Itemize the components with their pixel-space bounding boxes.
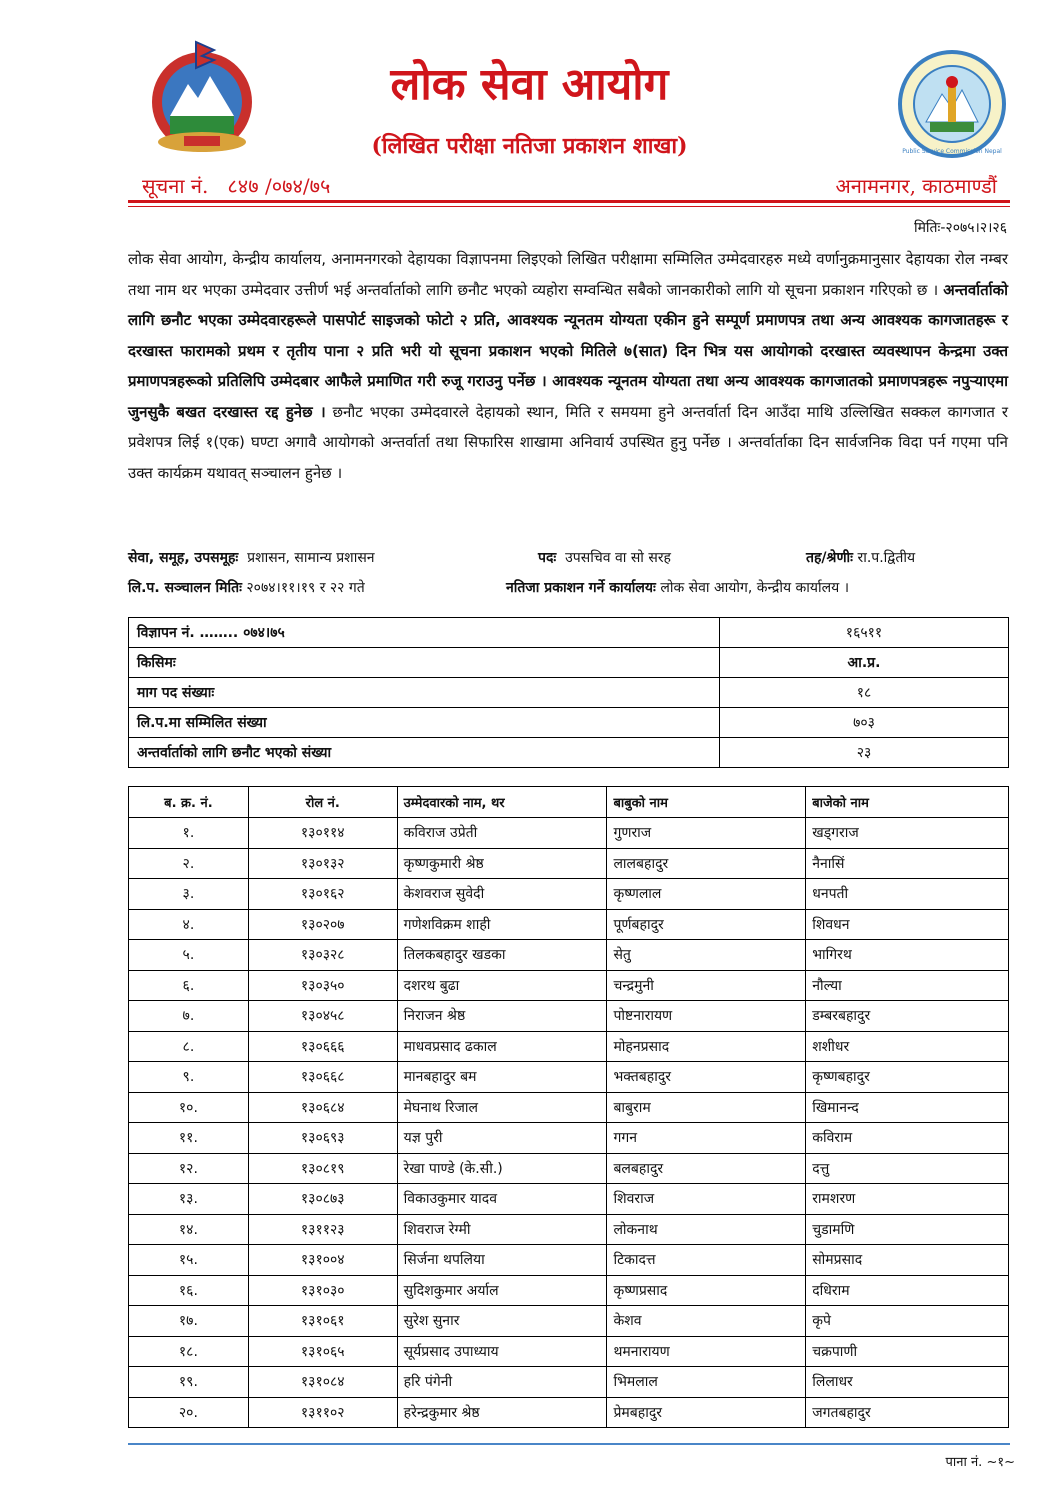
service-label: सेवा, समूह, उपसमूहः — [128, 550, 239, 566]
father-name-cell: भक्तबहादुर — [607, 1062, 806, 1093]
roll-cell: १३०३२८ — [248, 940, 397, 971]
candidate-name-cell: दशरथ बुढा — [397, 970, 607, 1001]
serial-cell: १३. — [129, 1184, 249, 1215]
table-row — [129, 970, 1009, 1001]
summary-label: किसिमः — [129, 648, 720, 678]
candidate-name-cell: सुदिशकुमार अर्याल — [397, 1275, 607, 1306]
level-value: रा.प.द्वितीय — [857, 550, 916, 566]
grandfather-name-cell: चक्रपाणी — [806, 1336, 1009, 1367]
father-name-cell: केशव — [607, 1306, 806, 1337]
candidate-name-cell: सूर्यप्रसाद उपाध्याय — [397, 1336, 607, 1367]
table-row — [129, 879, 1009, 910]
footer-divider — [128, 1443, 1010, 1445]
results-table — [128, 786, 1009, 1428]
psc-logo-text: Public Service Commission Nepal — [902, 148, 1002, 155]
roll-cell: १३१०८४ — [248, 1367, 397, 1398]
grandfather-name-cell: डम्बरबहादुर — [806, 1001, 1009, 1032]
serial-cell: ३. — [129, 879, 249, 910]
header-divider-thin — [128, 206, 1010, 207]
father-name-cell: चन्द्रमुनी — [607, 970, 806, 1001]
candidate-name-cell: यज्ञ पुरी — [397, 1123, 607, 1154]
father-name-cell: लालबहादुर — [607, 848, 806, 879]
roll-cell: १३०१३२ — [248, 848, 397, 879]
serial-cell: १७. — [129, 1306, 249, 1337]
roll-cell: १३१००४ — [248, 1245, 397, 1276]
notice-label: सूचना नं. — [142, 174, 209, 198]
serial-cell: १२. — [129, 1153, 249, 1184]
father-name-cell: कृष्णलाल — [607, 879, 806, 910]
grandfather-name-cell: भागिरथ — [806, 940, 1009, 971]
summary-value: २३ — [720, 738, 1009, 768]
candidate-name-cell: सिर्जना थपलिया — [397, 1245, 607, 1276]
table-row — [129, 848, 1009, 879]
roll-cell: १३११२३ — [248, 1214, 397, 1245]
candidate-name-cell: मेघनाथ रिजाल — [397, 1092, 607, 1123]
father-name-cell: प्रेमबहादुर — [607, 1397, 806, 1428]
table-row — [129, 738, 1009, 768]
serial-cell: १५. — [129, 1245, 249, 1276]
roll-cell: १३०१६२ — [248, 879, 397, 910]
grandfather-name-cell: नैनासिं — [806, 848, 1009, 879]
table-row — [129, 648, 1009, 678]
col-header-grandfather: बाजेको नाम — [806, 787, 1009, 818]
grandfather-name-cell: जगतबहादुर — [806, 1397, 1009, 1428]
col-header-name: उम्मेदवारको नाम, थर — [397, 787, 607, 818]
table-header-row — [129, 787, 1009, 818]
father-name-cell: सेतु — [607, 940, 806, 971]
grandfather-name-cell: धनपती — [806, 879, 1009, 910]
table-row — [129, 678, 1009, 708]
grandfather-name-cell: कृपे — [806, 1306, 1009, 1337]
serial-cell: १. — [129, 818, 249, 849]
candidate-name-cell: निराजन श्रेष्ठ — [397, 1001, 607, 1032]
candidate-name-cell: सुरेश सुनार — [397, 1306, 607, 1337]
page-number: पाना नं. ~१~ — [945, 1455, 1015, 1470]
summary-label: लि.प.मा सम्मिलित संख्या — [129, 708, 720, 738]
notice-number — [142, 172, 330, 199]
roll-cell: १३०३५० — [248, 970, 397, 1001]
table-row — [129, 1153, 1009, 1184]
serial-cell: ९. — [129, 1062, 249, 1093]
father-name-cell: बाबुराम — [607, 1092, 806, 1123]
notice-date: मितिः-२०७५।२।२६ — [913, 220, 1007, 236]
serial-cell: ८. — [129, 1031, 249, 1062]
candidate-name-cell: मानबहादुर बम — [397, 1062, 607, 1093]
table-row — [129, 1123, 1009, 1154]
grandfather-name-cell: खड्गराज — [806, 818, 1009, 849]
level-label: तह/श्रेणीः — [806, 550, 854, 566]
serial-cell: १८. — [129, 1336, 249, 1367]
roll-cell: १३०६६८ — [248, 1062, 397, 1093]
grandfather-name-cell: शशीधर — [806, 1031, 1009, 1062]
table-row — [129, 1214, 1009, 1245]
exam-date-label: लि.प. सञ्चालन मितिः — [128, 580, 242, 596]
father-name-cell: मोहनप्रसाद — [607, 1031, 806, 1062]
table-row — [129, 1184, 1009, 1215]
summary-value: १८ — [720, 678, 1009, 708]
grandfather-name-cell: सोमप्रसाद — [806, 1245, 1009, 1276]
post-label: पदः — [538, 550, 557, 566]
table-row — [129, 708, 1009, 738]
serial-cell: १९. — [129, 1367, 249, 1398]
table-row — [129, 1001, 1009, 1032]
candidate-name-cell: गणेशविक्रम शाही — [397, 909, 607, 940]
grandfather-name-cell: खिमानन्द — [806, 1092, 1009, 1123]
serial-cell: १४. — [129, 1214, 249, 1245]
candidate-name-cell: रेखा पाण्डे (के.सी.) — [397, 1153, 607, 1184]
candidate-name-cell: हरि पंगेनी — [397, 1367, 607, 1398]
roll-cell: १३०११४ — [248, 818, 397, 849]
post-value: उपसचिव वा सो सरह — [565, 550, 671, 566]
table-row — [129, 818, 1009, 849]
serial-cell: २. — [129, 848, 249, 879]
roll-cell: १३११०२ — [248, 1397, 397, 1428]
serial-cell: २०. — [129, 1397, 249, 1428]
serial-cell: १०. — [129, 1092, 249, 1123]
col-header-serial: ब. क्र. नं. — [129, 787, 249, 818]
summary-value: आ.प्र. — [720, 648, 1009, 678]
father-name-cell: शिवराज — [607, 1184, 806, 1215]
candidate-name-cell: तिलकबहादुर खडका — [397, 940, 607, 971]
office-location: अनामनगर, काठमाण्डौं — [835, 174, 997, 198]
page-subtitle: (लिखित परीक्षा नतिजा प्रकाशन शाखा) — [371, 133, 688, 159]
roll-cell: १३०६९३ — [248, 1123, 397, 1154]
serial-cell: ७. — [129, 1001, 249, 1032]
summary-label: अन्तर्वार्ताको लागि छनौट भएको संख्या — [129, 738, 720, 768]
father-name-cell: गुणराज — [607, 818, 806, 849]
grandfather-name-cell: लिलाधर — [806, 1367, 1009, 1398]
summary-value: १६५११ — [720, 618, 1009, 648]
grandfather-name-cell: रामशरण — [806, 1184, 1009, 1215]
col-header-roll: रोल नं. — [248, 787, 397, 818]
summary-label: विज्ञापन नं. …….. ०७४।७५ — [129, 618, 720, 648]
roll-cell: १३०४५८ — [248, 1001, 397, 1032]
father-name-cell: टिकादत्त — [607, 1245, 806, 1276]
office-value: लोक सेवा आयोग, केन्द्रीय कार्यालय । — [660, 580, 850, 596]
table-row — [129, 1367, 1009, 1398]
table-row — [129, 940, 1009, 971]
candidate-name-cell: शिवराज रेग्मी — [397, 1214, 607, 1245]
candidate-name-cell: केशवराज सुवेदी — [397, 879, 607, 910]
body-paragraph-intro: लोक सेवा आयोग, केन्द्रीय कार्यालय, अनामनगरको देहायका विज्ञापनमा लिइएको लिखित परीक्षामा सम्मिलित उम्मेदवारहरु मध्ये वर्णानुक्रमानुसार देहायका रोल नम्बर तथा नाम थर भएका उम्मेदवार उत्तीर्ण भई अन्तर्वार्ताको लागि छनौट भएको व्यहोरा सम्वन्धित सबैको जानकारीको लागि यो सूचना प्रकाशन गरिएको छ । — [128, 250, 1008, 299]
candidate-name-cell: कृष्णकुमारी श्रेष्ठ — [397, 848, 607, 879]
roll-cell: १३१०६५ — [248, 1336, 397, 1367]
father-name-cell: भिमलाल — [607, 1367, 806, 1398]
grandfather-name-cell: शिवधन — [806, 909, 1009, 940]
serial-cell: १६. — [129, 1275, 249, 1306]
col-header-father: बाबुको नाम — [607, 787, 806, 818]
father-name-cell: कृष्णप्रसाद — [607, 1275, 806, 1306]
grandfather-name-cell: कृष्णबहादुर — [806, 1062, 1009, 1093]
grandfather-name-cell: नौल्या — [806, 970, 1009, 1001]
father-name-cell: थमनारायण — [607, 1336, 806, 1367]
body-paragraph-interview: छनौट भएका उम्मेदवारले देहायको स्थान, मिति र समयमा हुने अन्तर्वार्ता दिन आउँदा माथि उल्लिखित सक्कल कागजात र प्रवेशपत्र लिई १(एक) घण्टा अगावै आयोगको अन्तर्वार्ता तथा सिफारिस शाखामा अनिवार्य उपस्थित हुनु पर्नेछ । अन्तर्वार्ताका दिन सार्वजनिक विदा पर्न गएमा पनि उक्त कार्यक्रम यथावत् सञ्चालन हुनेछ । — [128, 402, 1008, 482]
grandfather-name-cell: चुडामणि — [806, 1214, 1009, 1245]
office-label: नतिजा प्रकाशन गर्ने कार्यालयः — [506, 580, 656, 596]
roll-cell: १३०६६६ — [248, 1031, 397, 1062]
summary-label: माग पद संख्याः — [129, 678, 720, 708]
page-title: लोक सेवा आयोग — [390, 59, 669, 110]
table-row — [129, 909, 1009, 940]
table-row — [129, 1092, 1009, 1123]
meta-row-exam — [128, 578, 1008, 600]
summary-value: ७०३ — [720, 708, 1009, 738]
service-value: प्रशासन, सामान्य प्रशासन — [247, 550, 375, 566]
roll-cell: १३१०३० — [248, 1275, 397, 1306]
advertisement-summary-table — [128, 617, 1009, 768]
results-table-body — [129, 818, 1009, 1428]
roll-cell: १३०८१९ — [248, 1153, 397, 1184]
roll-cell: १३०६८४ — [248, 1092, 397, 1123]
father-name-cell: गगन — [607, 1123, 806, 1154]
table-row — [129, 1397, 1009, 1428]
roll-cell: १३१०६१ — [248, 1306, 397, 1337]
exam-date-value: २०७४।११।१९ र २२ गते — [246, 580, 365, 596]
serial-cell: ४. — [129, 909, 249, 940]
candidate-name-cell: कविराज उप्रेती — [397, 818, 607, 849]
table-row — [129, 1245, 1009, 1276]
table-row — [129, 1275, 1009, 1306]
candidate-name-cell: माधवप्रसाद ढकाल — [397, 1031, 607, 1062]
table-row — [129, 1336, 1009, 1367]
table-row — [129, 1031, 1009, 1062]
grandfather-name-cell: कविराम — [806, 1123, 1009, 1154]
father-name-cell: पोष्टनारायण — [607, 1001, 806, 1032]
table-row — [129, 1062, 1009, 1093]
roll-cell: १३०८७३ — [248, 1184, 397, 1215]
serial-cell: ६. — [129, 970, 249, 1001]
father-name-cell: लोकनाथ — [607, 1214, 806, 1245]
roll-cell: १३०२०७ — [248, 909, 397, 940]
serial-cell: ११. — [129, 1123, 249, 1154]
grandfather-name-cell: दत्तु — [806, 1153, 1009, 1184]
serial-cell: ५. — [129, 940, 249, 971]
candidate-name-cell: हरेन्द्रकुमार श्रेष्ठ — [397, 1397, 607, 1428]
candidate-name-cell: विकाउकुमार यादव — [397, 1184, 607, 1215]
notice-value: ८४७ /०७४/७५ — [227, 174, 331, 198]
header-divider — [128, 200, 1010, 203]
table-row — [129, 618, 1009, 648]
father-name-cell: बलबहादुर — [607, 1153, 806, 1184]
body-paragraph-instructions: अन्तर्वार्ताको लागि छनौट भएका उम्मेदवारहरूले पासपोर्ट साइजको फोटो २ प्रति, आवश्यक न्यूनतम योग्यता एकीन हुने सम्पूर्ण प्रमाणपत्र तथा अन्य आवश्यक कागजातहरू र दरखास्त फारामको प्रथम र तृतीय पाना २ प्रति भरी यो सूचना प्रकाशन भएको मितिले ७(सात) दिन भित्र यस आयोगको दरखास्त व्यवस्थापन केन्द्रमा उक्त प्रमाणपत्रहरूको प्रतिलिपि उम्मेदबार आफैले प्रमाणित गरी रुजू गराउनु पर्नेछ । आवश्यक न्यूनतम योग्यता तथा अन्य आवश्यक कागजातको प्रमाणपत्रहरू नपुर्‍याएमा जुनसुकै बखत दरखास्त रद्द हुनेछ । — [128, 280, 1008, 421]
table-row — [129, 1306, 1009, 1337]
notice-body — [128, 244, 1008, 488]
grandfather-name-cell: दधिराम — [806, 1275, 1009, 1306]
meta-row-service — [128, 548, 1008, 570]
father-name-cell: पूर्णबहादुर — [607, 909, 806, 940]
